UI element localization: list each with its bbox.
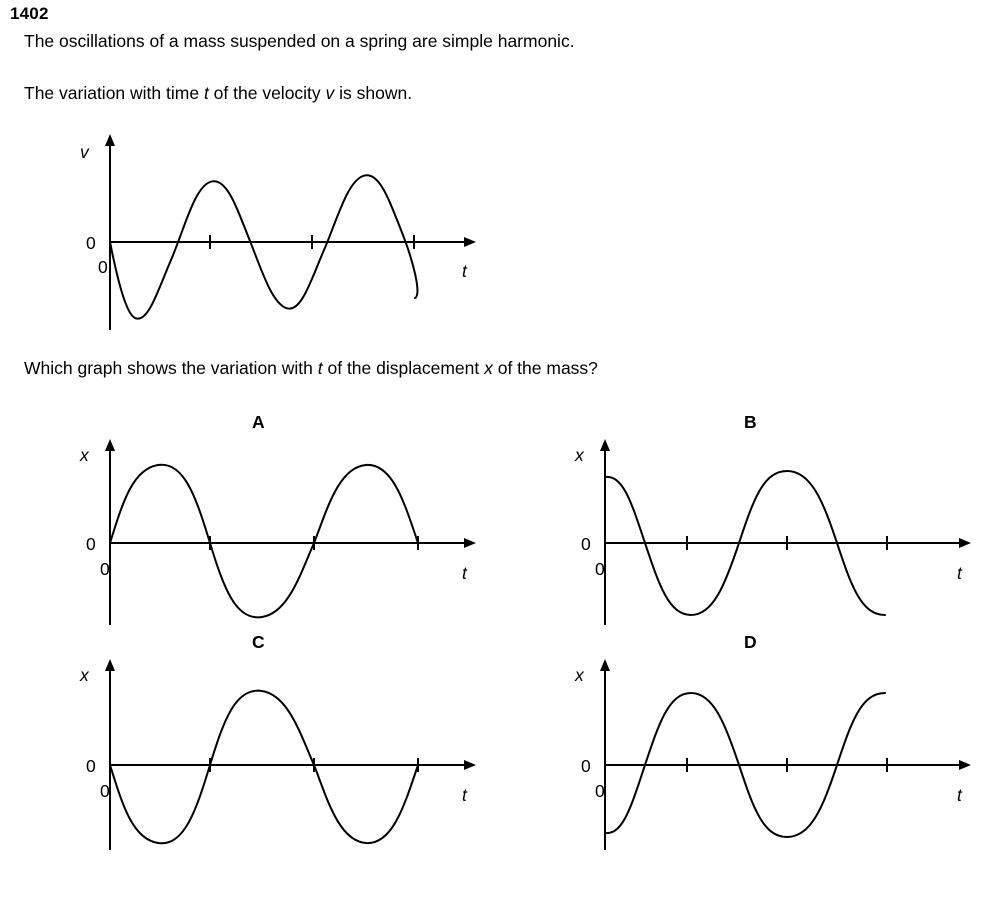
option-b-y-axis-label: x bbox=[575, 445, 584, 465]
question-stem-line-1: The oscillations of a mass suspended on a spring are simple harmonic. bbox=[24, 31, 575, 51]
stimulus-graph-velocity bbox=[70, 130, 500, 350]
option-label-d: D bbox=[744, 632, 757, 652]
option-a-graph-svg[interactable] bbox=[70, 435, 500, 635]
option-a-zero-label: 0 bbox=[86, 534, 96, 554]
prompt-symbol-x: x bbox=[484, 358, 493, 378]
option-b-y-axis-arrow bbox=[600, 439, 610, 451]
option-b-x-axis-arrow bbox=[959, 538, 971, 548]
stimulus-y-axis-label: v bbox=[80, 142, 89, 162]
option-c-curve bbox=[110, 691, 418, 844]
option-a-y-axis-label: x bbox=[80, 445, 89, 465]
option-c-graph[interactable] bbox=[70, 655, 500, 865]
option-a-x-axis-label: t bbox=[462, 563, 467, 583]
option-d-graph-svg[interactable] bbox=[565, 655, 995, 865]
stimulus-x-axis-label: t bbox=[462, 261, 467, 281]
option-c-x-axis-label: t bbox=[462, 785, 467, 805]
option-a-curve bbox=[110, 465, 418, 618]
prompt-part-b: of the displacement bbox=[322, 358, 485, 378]
option-label-a: A bbox=[252, 412, 265, 432]
stimulus-x-axis-arrow bbox=[464, 237, 476, 247]
option-d-zero-label: 0 bbox=[581, 756, 591, 776]
option-d-x-axis-arrow bbox=[959, 760, 971, 770]
stem-2-part-a: The variation with time bbox=[24, 83, 204, 103]
option-c-y-axis-arrow bbox=[105, 659, 115, 671]
option-d-x-axis-label: t bbox=[957, 785, 962, 805]
stimulus-curve bbox=[110, 175, 417, 318]
option-b-zero-label: 0 bbox=[581, 534, 591, 554]
stem-2-part-b: of the velocity bbox=[208, 83, 326, 103]
option-a-origin-label: 0 bbox=[100, 559, 110, 579]
question-stem-line-2 bbox=[24, 82, 412, 104]
stimulus-origin-label: 0 bbox=[98, 257, 108, 277]
question-number: 1402 bbox=[10, 4, 49, 23]
option-d-y-axis-arrow bbox=[600, 659, 610, 671]
stem-2-symbol-t: t bbox=[203, 83, 209, 103]
option-a-graph[interactable] bbox=[70, 435, 500, 635]
stem-2-part-c: is shown. bbox=[334, 83, 413, 103]
prompt-part-c: of the mass? bbox=[492, 358, 598, 378]
stimulus-graph-svg bbox=[70, 130, 500, 350]
option-b-graph[interactable] bbox=[565, 435, 995, 635]
option-c-x-axis-arrow bbox=[464, 760, 476, 770]
option-c-graph-svg[interactable] bbox=[70, 655, 500, 865]
option-d-origin-label: 0 bbox=[595, 781, 605, 801]
option-b-x-axis-label: t bbox=[957, 563, 962, 583]
prompt-part-a: Which graph shows the variation with bbox=[24, 358, 318, 378]
option-label-c: C bbox=[252, 632, 265, 652]
stem-2-symbol-v: v bbox=[325, 83, 335, 103]
stimulus-zero-label: 0 bbox=[86, 233, 96, 253]
option-a-x-axis-arrow bbox=[464, 538, 476, 548]
option-d-graph[interactable] bbox=[565, 655, 995, 865]
option-label-b: B bbox=[744, 412, 757, 432]
option-c-zero-label: 0 bbox=[86, 756, 96, 776]
stimulus-y-axis-arrow bbox=[105, 134, 115, 146]
option-b-graph-svg[interactable] bbox=[565, 435, 995, 635]
option-a-y-axis-arrow bbox=[105, 439, 115, 451]
prompt-symbol-t: t bbox=[317, 358, 323, 378]
option-c-y-axis-label: x bbox=[80, 665, 89, 685]
option-b-origin-label: 0 bbox=[595, 559, 605, 579]
question-prompt bbox=[24, 357, 598, 379]
option-d-y-axis-label: x bbox=[575, 665, 584, 685]
option-c-origin-label: 0 bbox=[100, 781, 110, 801]
